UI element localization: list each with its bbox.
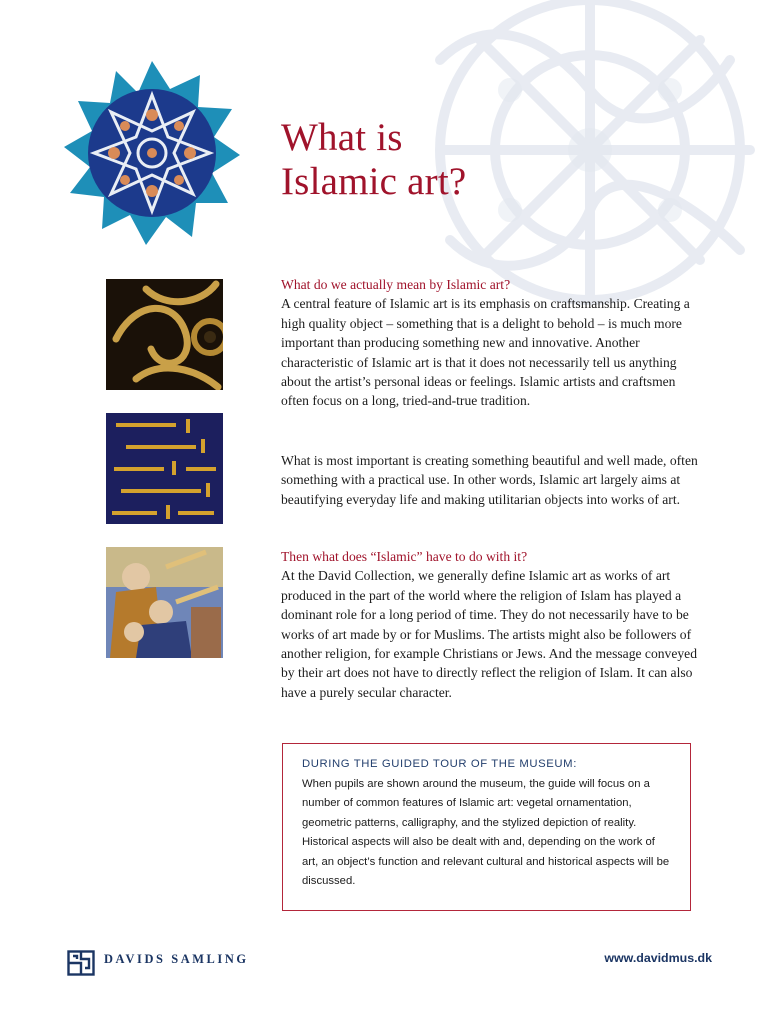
- guided-tour-text: When pupils are shown around the museum, the guide will focus on a number of common features of Islamic art: vegetal ornamentation, geometric patterns, calligraphy, and the stylized depiction of reality. Historical aspects will also be dealt with and, depending on the work of art, an object’s function and relevant cultural and historical aspects will be discussed.: [302, 778, 670, 888]
- gold-metalwork-image: [106, 279, 223, 390]
- davids-samling-logo-icon: [67, 950, 95, 976]
- section-beauty: [281, 451, 701, 509]
- miniature-painting-image: [106, 547, 223, 658]
- section-heading: What do we actually mean by Islamic art?: [281, 277, 511, 292]
- section-paragraph: A central feature of Islamic art is its emphasis on craftsmanship. Creating a high quality object – something that is a delight to behold – is much more important than producing something new and innovative. Another characteristic of Islamic art is that it does not necessarily tell us anything about the artist’s personal ideas or feelings. Islamic artists and craftsmen often focus on a long, tried-and-true tradition.: [281, 296, 690, 409]
- section-heading: Then what does “Islamic” have to do with it?: [281, 549, 528, 564]
- brand-name: DAVIDS SAMLING: [104, 952, 249, 966]
- section-craftsmanship: [281, 275, 701, 411]
- star-tile-ornament: [62, 60, 242, 246]
- page-title-line1: What is: [281, 116, 403, 159]
- guided-tour-box: [282, 743, 691, 911]
- section-paragraph: At the David Collection, we generally define Islamic art as works of art produced in the part of the world where the religion of Islam has played a dominant role for a long period of time. They do not necessarily have to be works of art made by or for Muslims. The artists might also be followers of another religion, for example Christians or Jews. And the message conveyed by their art does not have to directly reflect the religion of Islam. It can also have a purely secular character.: [281, 568, 698, 700]
- calligraphy-image: [106, 413, 223, 524]
- website-link[interactable]: www.davidmus.dk: [604, 951, 712, 965]
- section-paragraph: What is most important is creating something beautiful and well made, often something with a practical use. In other words, Islamic art largely aims at beautifying everyday life and making utilitarian objects into works of art.: [281, 453, 698, 507]
- page-title-line2: Islamic art?: [281, 160, 467, 203]
- guided-tour-title: DURING THE GUIDED TOUR OF THE MUSEUM:: [302, 758, 577, 770]
- section-definition: [281, 547, 701, 702]
- page-title: [281, 116, 466, 204]
